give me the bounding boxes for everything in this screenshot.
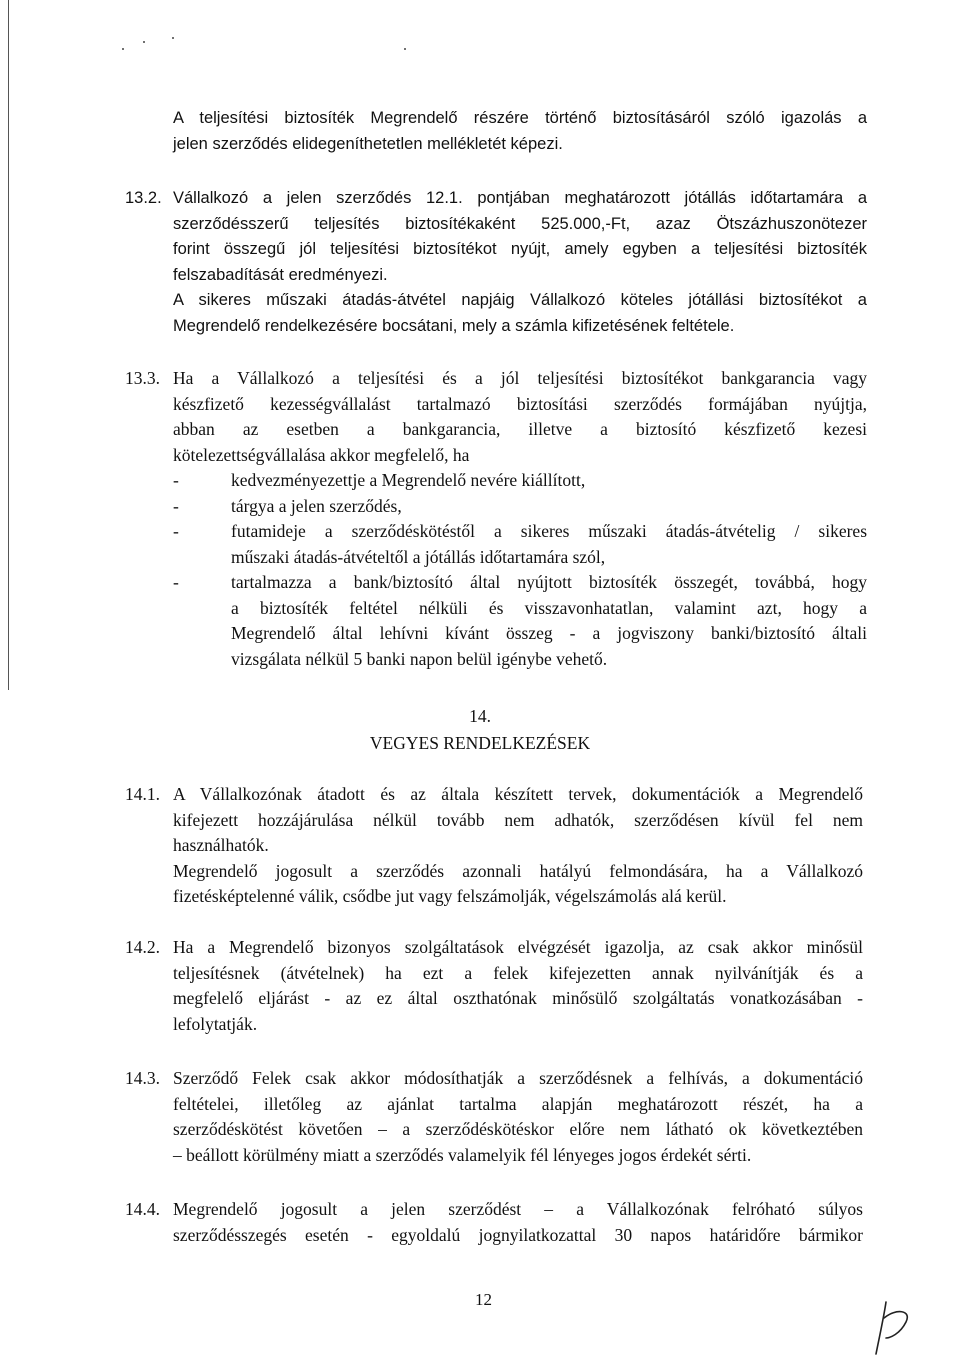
text-line: forint összegű jól teljesítési biztosítékot nyújt, amely egyben a teljesítési biztosíték	[173, 240, 867, 258]
text-line: Ha a Megrendelő bizonyos szolgáltatások elvégzését igazolja, az csak akkor minősül	[173, 937, 863, 957]
intro-paragraph	[173, 106, 867, 157]
text-line: készfizető kezességvállalást tartalmazó biztosítási szerződés formájában nyújtja,	[173, 393, 867, 414]
text-line: – beállott körülmény miatt a szerződés valamelyik fél lényeges jogos érdekét sérti.	[173, 1144, 752, 1165]
section-14-3	[173, 1066, 863, 1168]
section-number: 14.2.	[125, 937, 160, 957]
section-number: 14.3.	[125, 1068, 160, 1088]
section-number: 13.2.	[125, 189, 162, 207]
scan-margin-line	[8, 0, 9, 690]
text-line: Megrendelő jogosult a szerződés azonnali hatályú felmondására, ha a Vállalkozó	[173, 860, 863, 881]
list-item	[173, 494, 867, 520]
list-item	[173, 468, 867, 494]
text-line: a biztosíték feltétel nélküli és visszavonhatatlan, valamint azt, hogy a	[231, 597, 867, 618]
text-line: Ha a Vállalkozó a teljesítési és a jól teljesítési biztosítékot bankgarancia vagy	[173, 368, 867, 388]
text-line: jelen szerződés elidegeníthetetlen mellékletét képezi.	[173, 134, 563, 153]
section-number: 14.4.	[125, 1199, 160, 1219]
text-line: teljesítésnek (átvételnek) ha ezt a felek kifejezetten annak nyilvánítják és a	[173, 962, 863, 983]
text-line: Megrendelő által lehívni kívánt összeg - a jogviszony banki/biztosító általi	[231, 623, 867, 643]
text-line: szerződésszerű teljesítés biztosítékaként 525.000,-Ft, azaz Ötszázhuszonötezer	[173, 214, 867, 233]
scan-speck	[172, 37, 174, 39]
text-line: futamideje a szerződéskötéstől a sikeres műszaki átadás-átvételig / sikeres	[231, 521, 867, 541]
handwritten-initials	[872, 1298, 932, 1358]
text-line: A teljesítési biztosíték Megrendelő részére történő biztosításáról szóló igazolás a	[173, 109, 867, 127]
section-13-3	[173, 366, 867, 672]
text-line: A Vállalkozónak átadott és az általa készített tervek, dokumentációk a Megrendelő	[173, 784, 863, 804]
list-dash: -	[173, 521, 179, 541]
scan-speck	[404, 48, 406, 50]
chapter-title: VEGYES RENDELKEZÉSEK	[369, 733, 591, 753]
text-line: Szerződő Felek csak akkor módosíthatják a szerződésnek a felhívás, a dokumentáció	[173, 1068, 863, 1088]
text-line: szerződéskötést követően – a szerződéskötéskor előre nem látható ok következtében	[173, 1119, 863, 1139]
text-line: fizetésképtelenné válik, csődbe jut vagy felszámolják, végelszámolás alá kerül.	[173, 886, 727, 906]
list-item	[173, 570, 867, 672]
text-line: kötelezettségvállalása akkor megfelelő, ha	[173, 444, 470, 465]
text-line: feltételei, illetőleg az ajánlat tartalma alapján meghatározott részét, ha a	[173, 1093, 863, 1114]
list-dash: -	[173, 470, 179, 490]
text-line: kedvezményezettje a Megrendelő nevére kiállított,	[231, 470, 586, 490]
scan-speck	[122, 48, 124, 50]
text-line: Megrendelő rendelkezésére bocsátani, mely a számla kifizetésének feltétele.	[173, 316, 735, 335]
text-line: felszabadítását eredményezi.	[173, 265, 388, 284]
text-line: műszaki átadás-átvételtől a jótállás időtartamára szól,	[231, 546, 606, 567]
text-line: megfelelő eljárást - az ez által oszthatónak minősülő szolgáltatás vonatkozásában -	[173, 988, 863, 1008]
text-line: használhatók.	[173, 835, 269, 855]
section-14-2	[173, 935, 863, 1037]
text-line: A sikeres műszaki átadás-átvétel napjáig Vállalkozó köteles jótállási biztosítékot a	[173, 291, 867, 309]
text-line: tárgya a jelen szerződés,	[231, 495, 402, 516]
section-number: 14.1.	[125, 784, 160, 804]
text-line: kifejezett hozzájárulása nélkül tovább nem adhatók, szerződésen kívül fel nem	[173, 809, 863, 830]
section-13-2	[173, 186, 867, 339]
list-dash: -	[173, 572, 179, 592]
section-14-1	[173, 782, 863, 910]
text-line: Vállalkozó a jelen szerződés 12.1. pontjában meghatározott jótállás időtartamára a	[173, 189, 867, 207]
text-line: lefolytatják.	[173, 1013, 258, 1034]
page-number: 12	[475, 1290, 492, 1309]
chapter-number: 14.	[469, 706, 491, 726]
text-line: tartalmazza a bank/biztosító által nyújtott biztosíték összegét, továbbá, hogy	[231, 572, 867, 592]
list-item	[173, 519, 867, 570]
text-line: vizsgálata nélkül 5 banki napon belül igénybe vehető.	[231, 648, 608, 669]
list-dash: -	[173, 495, 179, 516]
text-line: Megrendelő jogosult a jelen szerződést – a Vállalkozónak felróható súlyos	[173, 1199, 863, 1219]
section-14-4	[173, 1197, 863, 1248]
scan-speck	[143, 41, 145, 43]
text-line: szerződésszegés esetén - egyoldalú jognyilatkozattal 30 napos határidőre bármikor	[173, 1224, 863, 1245]
text-line: abban az esetben a bankgarancia, illetve a biztosító készfizető kezesi	[173, 419, 867, 439]
section-number: 13.3.	[125, 368, 160, 388]
